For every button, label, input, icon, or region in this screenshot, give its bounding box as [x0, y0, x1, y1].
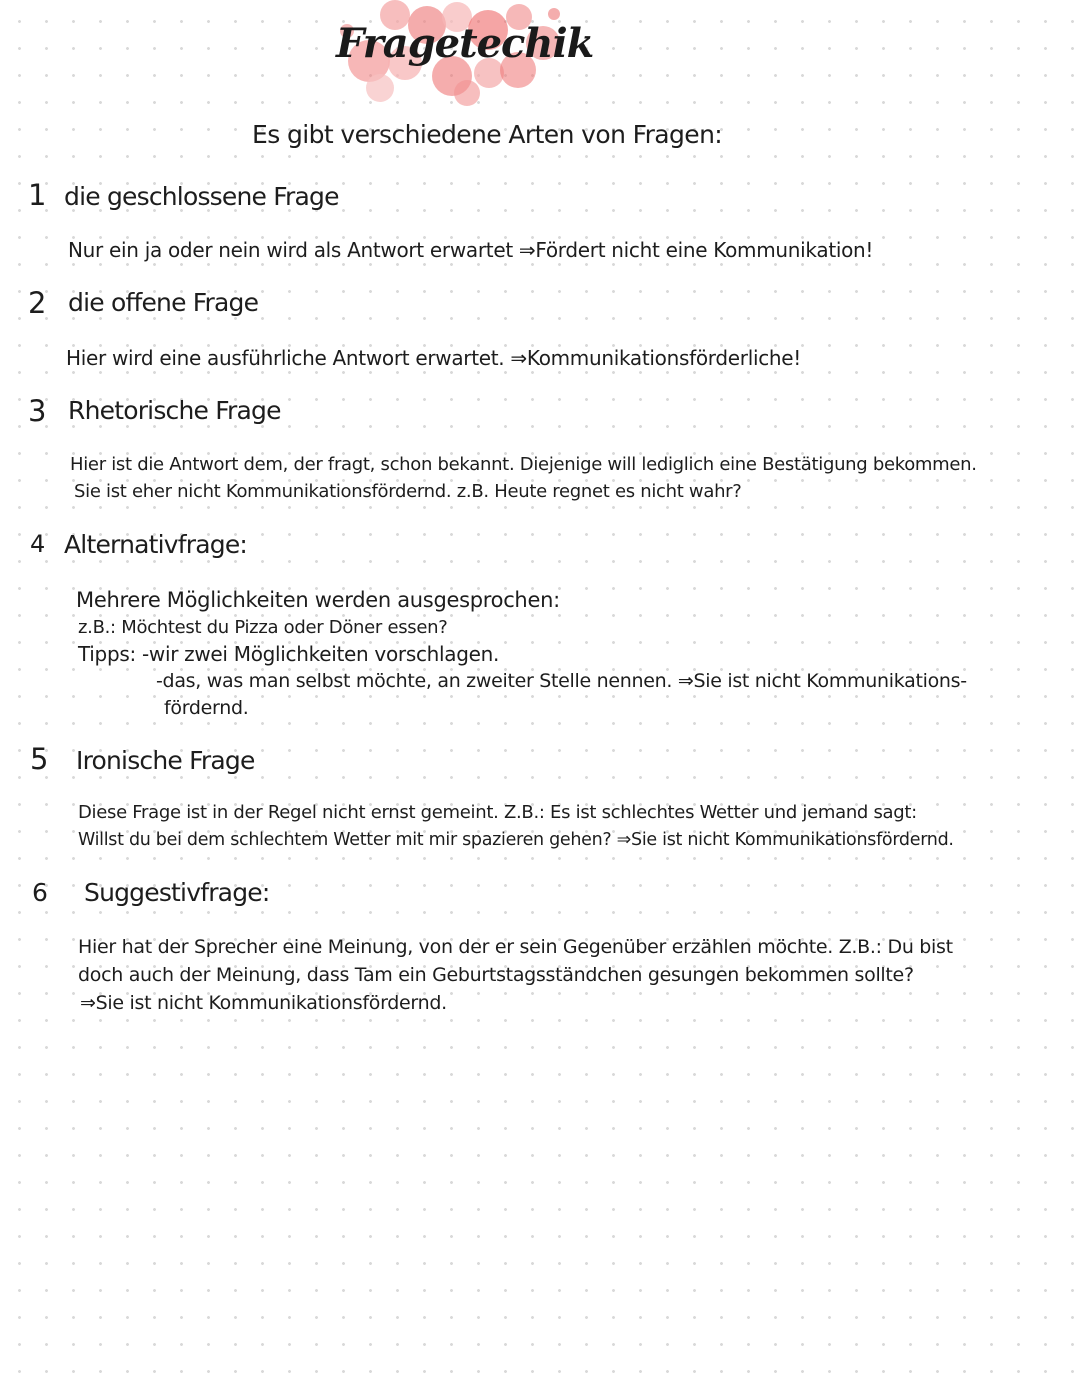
section-text-line: Willst du bei dem schlechtem Wetter mit mir spazieren gehen? ⇒Sie ist nicht Kommunikationsfördernd. [78, 830, 954, 850]
section-text-line: Diese Frage ist in der Regel nicht ernst gemeint. Z.B.: Es ist schlechtes Wetter und jemand sagt: [78, 802, 917, 823]
section-number: 3 [28, 394, 47, 428]
section-text-line: fördernd. [164, 697, 249, 719]
section-text-line: Nur ein ja oder nein wird als Antwort erwartet ⇒Fördert nicht eine Kommunikation! [68, 238, 874, 262]
section-heading: Suggestivfrage: [84, 878, 270, 907]
section-heading: Ironische Frage [76, 746, 255, 775]
section-heading: Rhetorische Frage [68, 396, 281, 425]
section-text-line: Tipps: -wir zwei Möglichkeiten vorschlagen. [78, 642, 500, 666]
section-text-line: -das, was man selbst möchte, an zweiter Stelle nennen. ⇒Sie ist nicht Kommunikations- [156, 670, 967, 692]
section-text-line: Hier hat der Sprecher eine Meinung, von der er sein Gegenüber erzählen möchte. Z.B.: Du bist [78, 936, 953, 958]
section-number: 6 [32, 878, 48, 907]
page-subtitle: Es gibt verschiedene Arten von Fragen: [252, 120, 723, 149]
page-title: Fragetechik [336, 20, 594, 67]
section-text-line: Mehrere Möglichkeiten werden ausgesprochen: [76, 588, 560, 612]
section-number: 5 [30, 742, 49, 776]
title-decoration [336, 0, 594, 112]
section-text-line: Hier wird eine ausführliche Antwort erwartet. ⇒Kommunikationsförderliche! [66, 346, 801, 370]
section-text-line: ⇒Sie ist nicht Kommunikationsfördernd. [80, 992, 447, 1014]
section-text-line: z.B.: Möchtest du Pizza oder Döner essen? [78, 617, 448, 638]
section-text-line: Hier ist die Antwort dem, der fragt, schon bekannt. Diejenige will lediglich eine Bestätigung bekommen. [70, 454, 977, 475]
section-number: 4 [30, 530, 46, 558]
section-heading: Alternativfrage: [64, 530, 248, 559]
section-text-line: Sie ist eher nicht Kommunikationsfördernd. z.B. Heute regnet es nicht wahr? [74, 481, 742, 502]
section-heading: die geschlossene Frage [64, 182, 339, 211]
section-text-line: doch auch der Meinung, dass Tam ein Geburtstagsständchen gesungen bekommen sollte? [78, 964, 914, 986]
section-number: 1 [28, 178, 47, 212]
section-number: 2 [28, 286, 47, 320]
section-heading: die offene Frage [68, 288, 259, 317]
